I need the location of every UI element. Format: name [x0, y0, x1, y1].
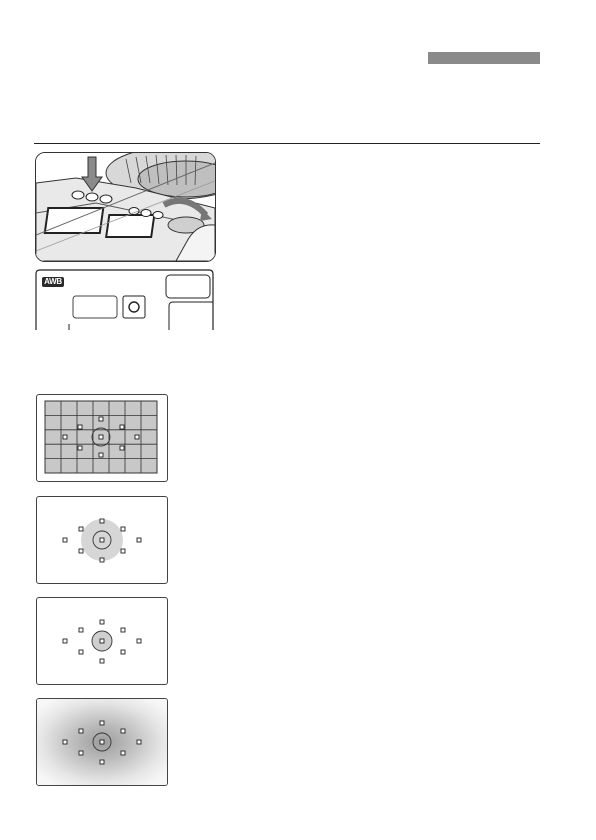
- spot-metering-icon: [37, 598, 167, 684]
- spot-metering-diagram: [36, 597, 168, 685]
- center-weighted-metering-icon: [37, 699, 167, 785]
- awb-label: AWB: [42, 277, 64, 287]
- camera-illustration: [35, 152, 216, 262]
- center-weighted-metering-diagram: [36, 698, 168, 786]
- partial-metering-icon: [37, 497, 167, 583]
- section-rule: [34, 143, 540, 144]
- lcd-panel: [35, 268, 214, 330]
- camera-top-icon: [36, 153, 215, 261]
- partial-metering-diagram: [36, 496, 168, 584]
- evaluative-metering-grid-icon: [37, 395, 167, 481]
- chapter-tab: [428, 52, 540, 64]
- evaluative-metering-diagram: [36, 394, 168, 482]
